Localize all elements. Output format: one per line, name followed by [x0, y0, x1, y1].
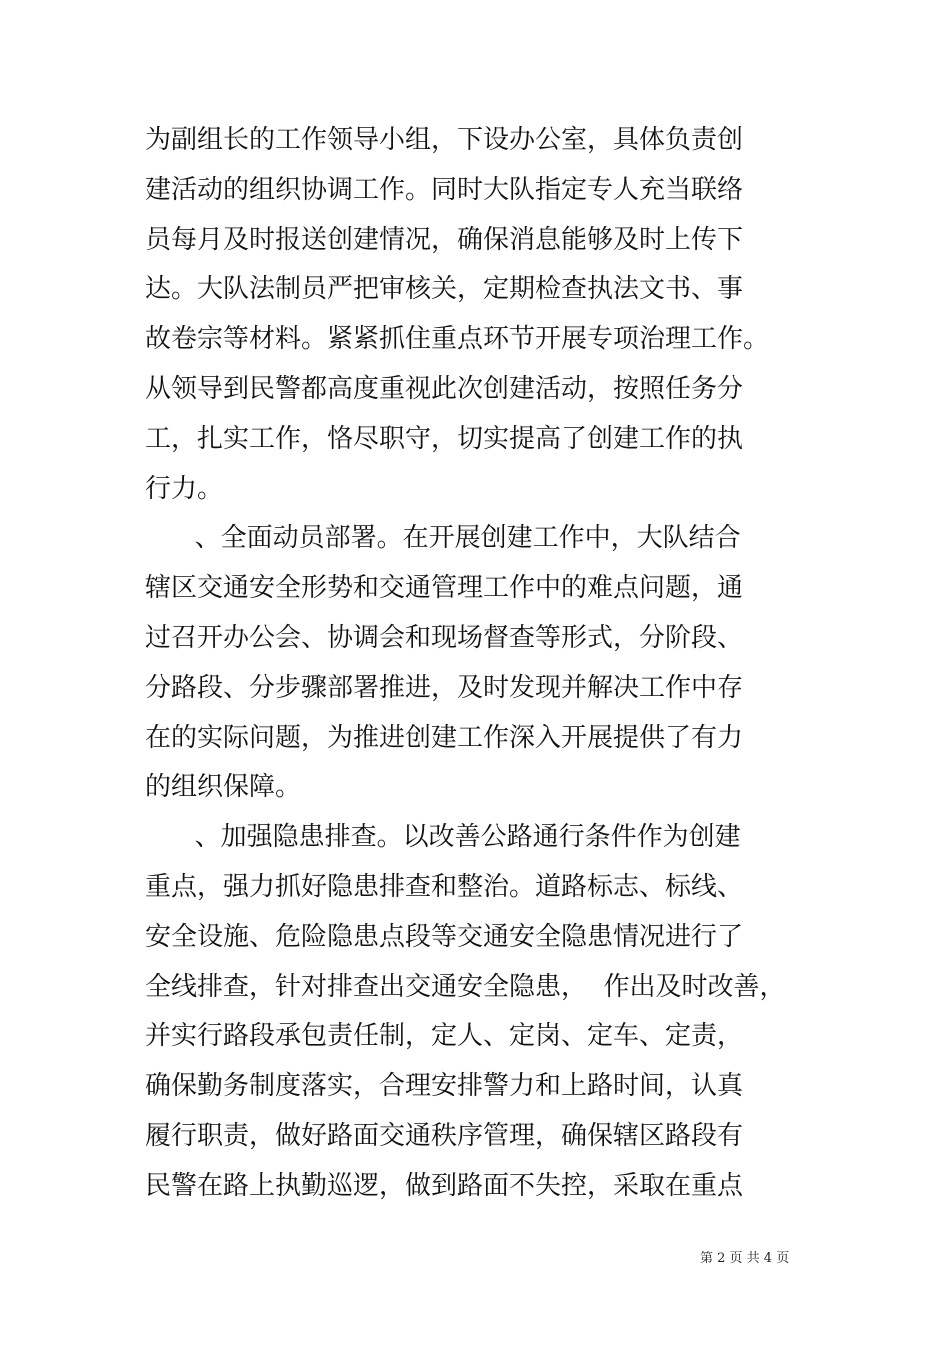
text-line: 安全设施、危险隐患点段等交通安全隐患情况进行了	[145, 921, 744, 952]
text-line: 辖区交通安全形势和交通管理工作中的难点问题，通	[145, 573, 744, 604]
text-line: 、全面动员部署。在开展创建工作中，大队结合	[145, 523, 741, 554]
text-line: 行力。	[145, 473, 224, 504]
text-line: 工，扎实工作，恪尽职守，切实提高了创建工作的执	[145, 423, 744, 454]
text-line: 过召开办公会、协调会和现场督查等形式，分阶段、	[145, 622, 744, 653]
text-line: 的组织保障。	[145, 772, 302, 803]
text-line: 建活动的组织协调工作。同时大队指定专人充当联络	[145, 174, 744, 205]
text-line: 达。大队法制员严把审核关，定期检查执法文书、事	[145, 274, 744, 305]
text-line: 、加强隐患排查。以改善公路通行条件作为创建	[145, 822, 741, 853]
document-body	[145, 116, 785, 1212]
text-line: 在的实际问题，为推进创建工作深入开展提供了有力	[145, 722, 744, 753]
text-line: 全线排查，针对排查出交通安全隐患， 作出及时改善，	[145, 971, 786, 1002]
page-number-footer: 第 2 页 共 4 页	[700, 1251, 790, 1266]
text-line: 确保勤务制度落实，合理安排警力和上路时间，认真	[145, 1071, 744, 1102]
text-line: 并实行路段承包责任制，定人、定岗、定车、定责，	[145, 1021, 744, 1052]
text-line: 从领导到民警都高度重视此次创建活动，按照任务分	[145, 373, 744, 404]
text-line: 为副组长的工作领导小组，下设办公室，具体负责创	[145, 125, 744, 155]
text-line: 履行职责，做好路面交通秩序管理，确保辖区路段有	[145, 1120, 744, 1151]
text-line: 故卷宗等材料。紧紧抓住重点环节开展专项治理工作。	[145, 324, 770, 355]
text-line: 重点，强力抓好隐患排查和整治。道路标志、标线、	[145, 871, 744, 902]
text-line: 民警在路上执勤巡逻，做到路面不失控，采取在重点	[145, 1170, 744, 1201]
text-line: 员每月及时报送创建情况，确保消息能够及时上传下	[145, 224, 744, 255]
text-line: 分路段、分步骤部署推进，及时发现并解决工作中存	[145, 672, 744, 703]
